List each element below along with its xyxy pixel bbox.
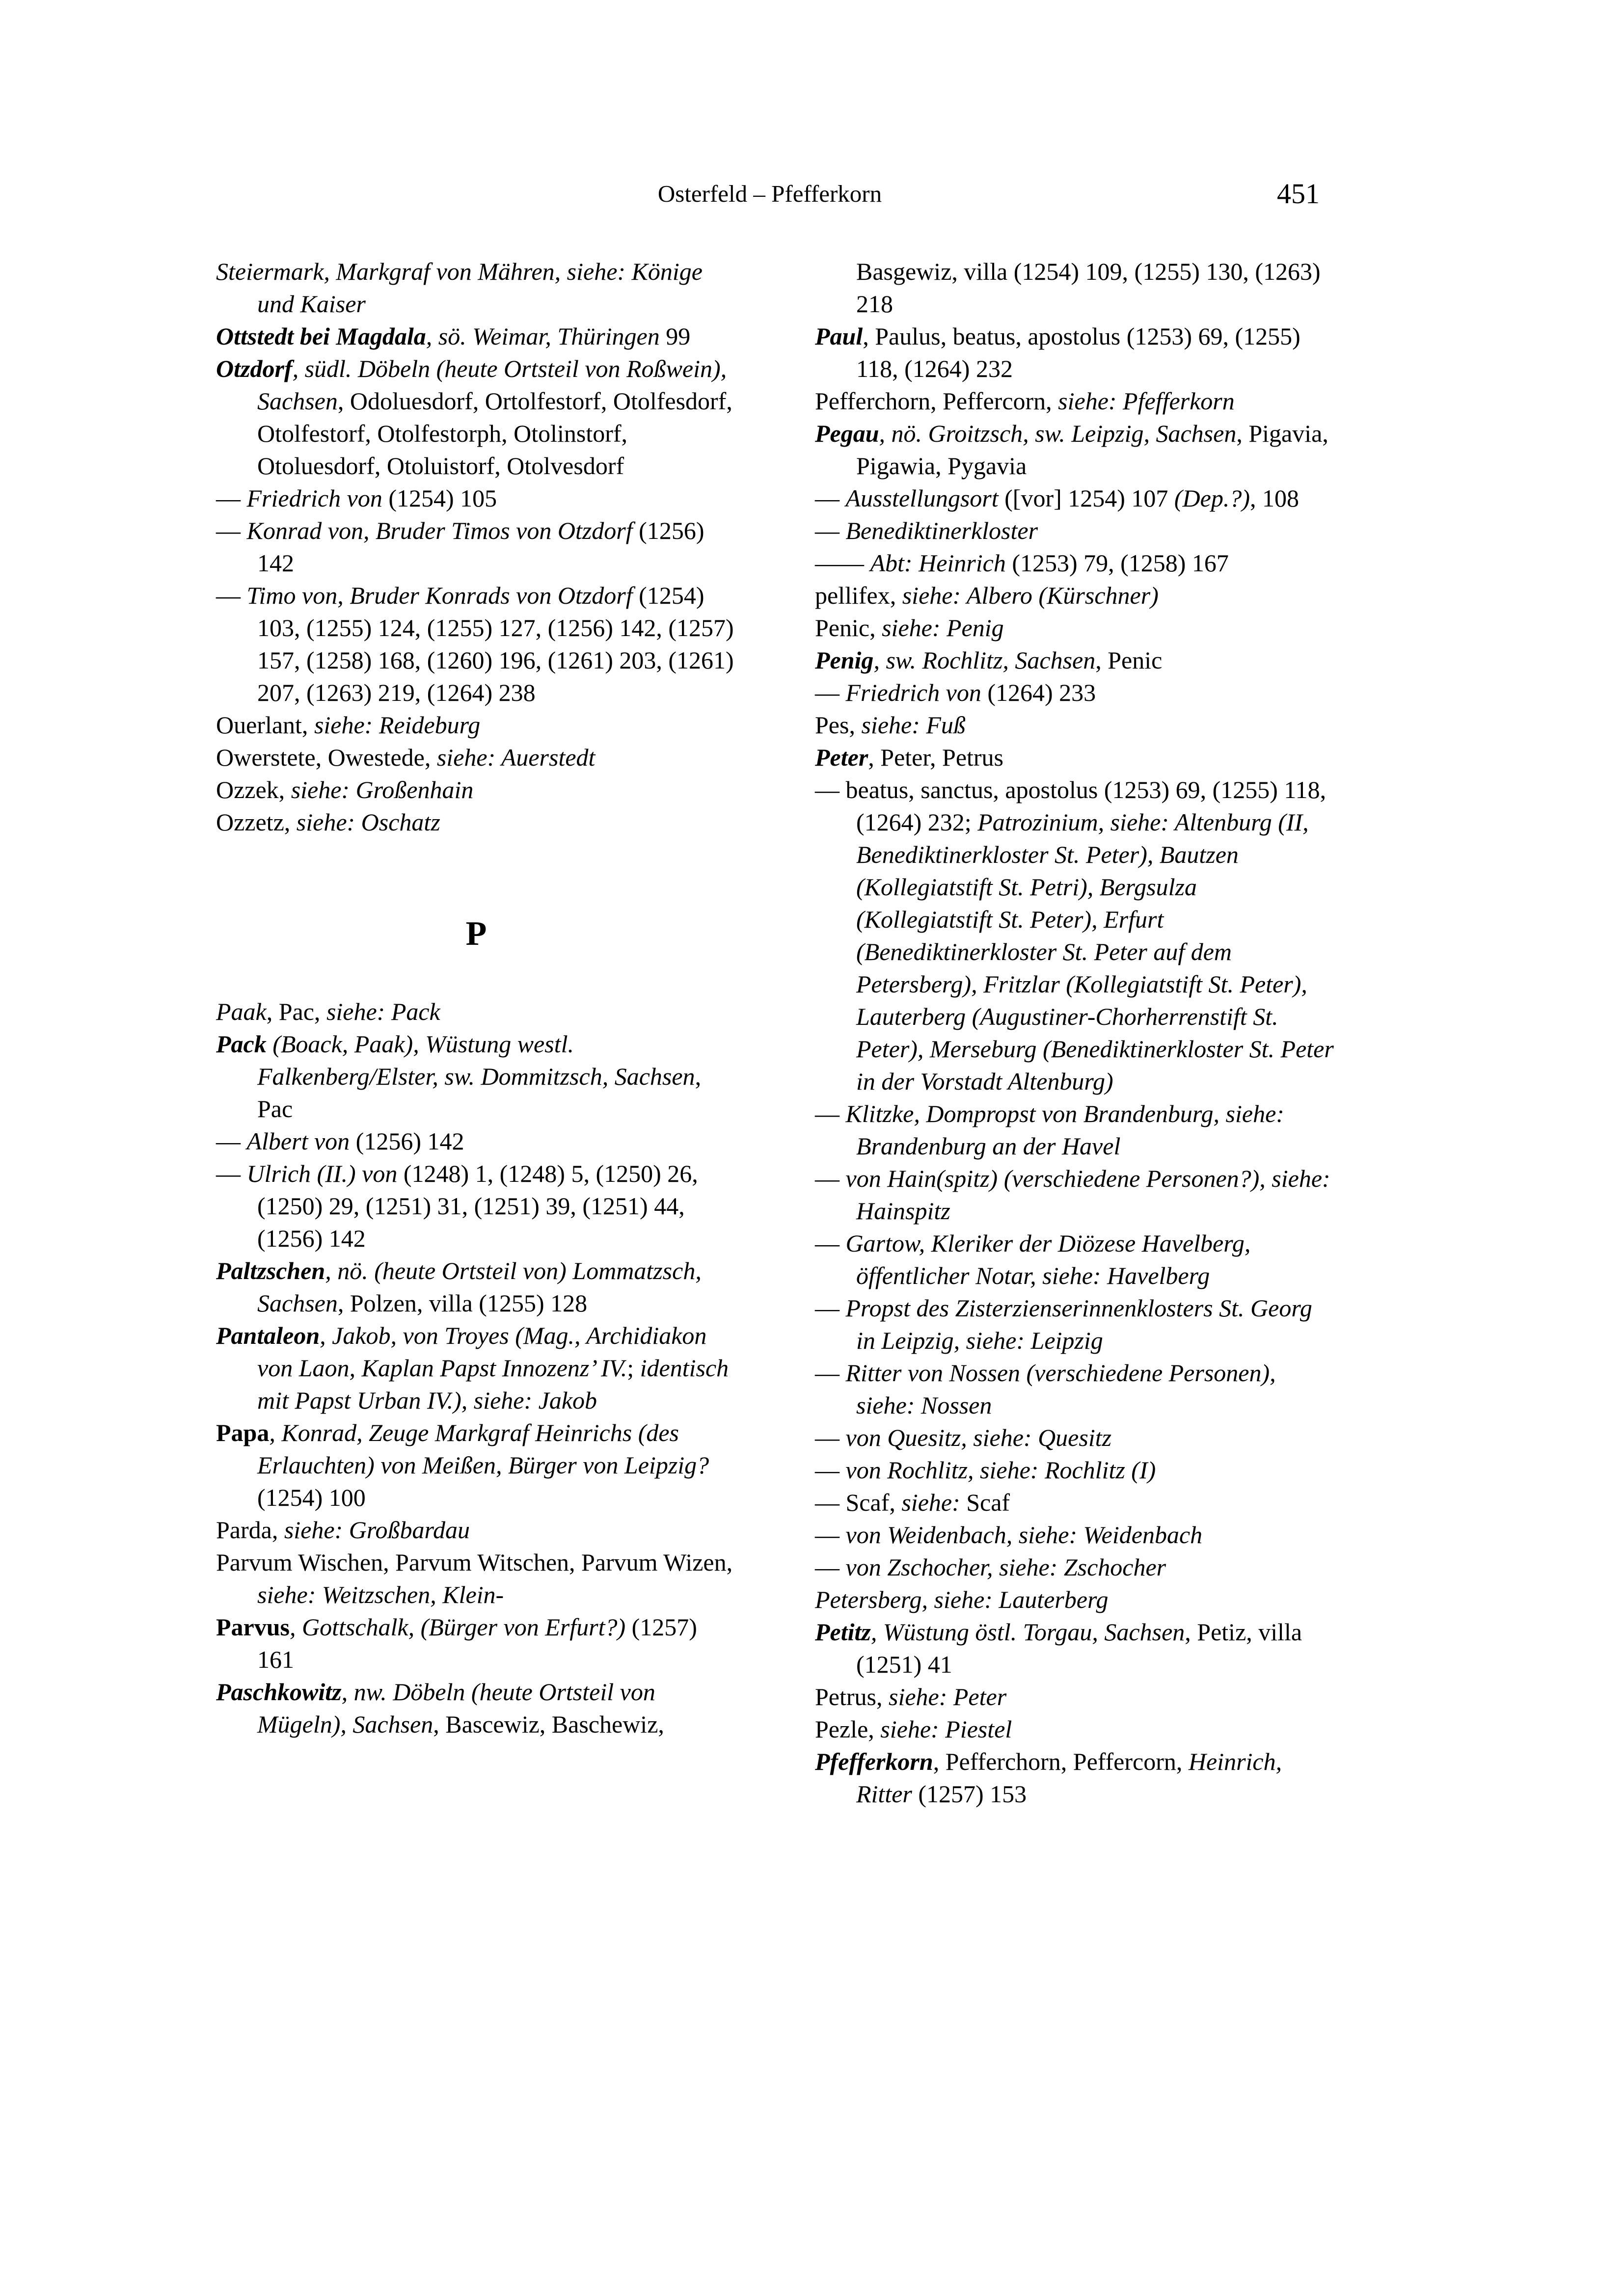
entry-segment: Petrus, [815,1683,889,1710]
index-entry [815,1616,1335,1681]
entry-segment: siehe: Großenhain [291,776,474,803]
entry-segment: Pfefferkorn [815,1748,933,1775]
entry-segment: — [216,517,247,544]
entry-segment: identisch mit Papst Urban IV.), siehe: Jakob [257,1354,735,1414]
entry-segment: (1256) 142 [355,1127,464,1155]
entry-segment: (1248) 1, (1248) 5, (1250) 26, (1250) 29, (1251) 31, (1251) 39, (1251) 44, (1256) 142 [257,1160,704,1252]
entry-segment: Friedrich von [845,679,988,706]
entry-segment: Paak [216,998,267,1025]
index-entry [815,547,1335,579]
index-entry [216,1611,736,1676]
entry-segment: , Jakob, von Troyes (Mag., Archidiakon von Laon, Kaplan Papst Innozenz’ IV. [257,1322,713,1382]
entry-segment: (1253) 79, (1258) 167 [1012,549,1229,577]
entry-segment: — [216,484,247,512]
entry-segment: — [815,1553,846,1581]
entry-segment: Klitzke, Dompropst von Brandenburg, siehe: Brandenburg an der Havel [845,1100,1291,1160]
entry-segment: Papa [216,1419,270,1446]
index-entry [216,1028,736,1125]
entry-segment: , sw. Rochlitz, Sachsen [873,646,1096,674]
entry-segment: siehe: Auerstedt [436,744,595,771]
index-entry [216,806,736,838]
index-entry [216,1255,736,1319]
entry-segment: , Pac [257,1063,707,1122]
right-entries [815,255,1340,1810]
entry-segment: — [216,1127,247,1155]
index-entry [216,514,736,579]
entry-segment: (1257) 153 [918,1780,1027,1808]
running-title: Osterfeld – Pfefferkorn [657,180,882,207]
entry-segment: , Pigavia, Pigawia, Pygavia [856,420,1335,480]
index-entry [815,709,1335,741]
entry-segment: ; [627,1354,640,1382]
index-entry [815,1486,1335,1519]
entry-segment: Pantaleon [216,1322,320,1349]
index-entry [815,1681,1335,1713]
entry-segment: siehe: Pack [326,998,440,1025]
entry-segment: (1257) 161 [257,1613,704,1673]
entry-segment: Pegau [815,420,879,447]
entry-segment: Ozzek, [216,776,291,803]
index-entry [216,482,736,514]
entry-segment: , Odoluesdorf, Ortolfestorf, Otolfesdorf, Otolfestorf, Otolfestorph, Otolinstorf, Otoluesdorf, Otoluistorf, Otolvesdorf [257,387,739,480]
entry-segment: Ouerlant, [216,711,314,739]
entry-segment: , Pefferchorn, Peffercorn, [933,1748,1189,1775]
entry-segment: Paul [815,322,863,350]
entry-segment: (1264) 233 [987,679,1096,706]
entry-segment: — [815,484,846,512]
entry-segment: , Polzen, villa (1255) 128 [337,1289,588,1317]
entry-segment: siehe: Peter [889,1683,1007,1710]
index-entry [815,1292,1335,1357]
entry-segment: siehe: Piestel [880,1715,1012,1743]
entry-segment: siehe: Fuß [861,711,966,739]
index-entry [815,514,1335,547]
index-entry [216,352,739,482]
index-entry [815,1421,1335,1454]
entry-segment: — [815,1100,846,1127]
index-entry [815,644,1335,676]
index-entry [216,1125,736,1157]
entry-segment: siehe: [901,1489,967,1516]
entry-segment: , südl. Döbeln (heute Ortsteil von Roßwein), Sachsen [257,355,733,415]
entry-segment: — [815,1294,846,1322]
entry-segment: — [216,1160,247,1187]
index-entry [815,1583,1335,1616]
index-entry [815,255,1335,320]
entry-segment: Owerstete, Owestede, [216,744,437,771]
entry-segment: von Zschocher, siehe: Zschocher [845,1553,1166,1581]
index-entry [216,1676,736,1740]
entry-segment: Timo von, Bruder Konrads von Otzdorf [246,582,639,609]
entry-segment: , nö. (heute Ortsteil von) Lommatzsch, Sachsen [257,1257,708,1317]
entry-segment: Benediktinerkloster [845,517,1038,544]
index-entry [815,579,1335,612]
page-number: 451 [1277,178,1320,210]
entry-segment: Pes, [815,711,862,739]
entry-segment: von Quesitz, siehe: Quesitz [845,1424,1112,1451]
index-entry [815,774,1340,1097]
index-entry [216,1546,739,1611]
index-entry [216,741,736,774]
index-entry [216,1416,736,1514]
running-header [0,177,1624,211]
index-entry [216,709,736,741]
index-entry [815,1713,1335,1745]
entry-segment: — [216,582,247,609]
entry-segment: Peter [815,744,868,771]
entry-segment: (1254) 105 [388,484,497,512]
entry-segment: — [815,517,846,544]
entry-segment: Propst des Zisterzienserinnenklosters St. Georg in Leipzig, siehe: Leipzig [845,1294,1319,1354]
entry-segment: Parvum Wischen, Parvum Witschen, Parvum Wizen, [216,1548,739,1576]
entry-segment: (1254) 103, (1255) 124, (1255) 127, (1256) 142, (1257) 157, (1258) 168, (1260) 196, (1261) 203, (1261) 207, (1263) 219, (1264) 238 [257,582,740,706]
index-entry [815,482,1335,514]
index-entry [815,385,1335,417]
entry-segment: Abt: Heinrich [870,549,1012,577]
entry-segment: (Boack, Paak), Wüstung westl. Falkenberg/Elster, sw. Dommitzsch, Sachsen [257,1030,695,1090]
entry-segment: siehe: Reideburg [314,711,481,739]
entry-segment: (1256) 142 [257,517,710,577]
index-entry [815,1745,1335,1810]
entry-segment: — [815,1521,846,1548]
entry-segment: Konrad von, Bruder Timos von Otzdorf [246,517,639,544]
index-entry [815,320,1335,385]
index-entry [815,417,1335,482]
entry-segment: — beatus, sanctus, apostolus (1253) 69, (1255) 118, (1264) 232; [815,776,1332,836]
left-column [216,255,740,1740]
entry-segment: — [815,1359,846,1387]
index-entry [815,1227,1335,1292]
entry-segment: siehe: Oschatz [296,808,440,836]
index-entry [216,1319,736,1416]
entry-segment: — [815,1165,846,1192]
entry-segment: , nw. Döbeln (heute Ortsteil von Mügeln), Sachsen [257,1678,662,1738]
entry-segment: Penig [815,646,874,674]
entry-segment: Albert von [246,1127,356,1155]
section-letter: P [465,915,487,953]
entry-segment: Ulrich (II.) von [246,1160,404,1187]
entry-segment: Pefferchorn, Peffercorn, [815,387,1058,415]
entry-segment: Petitz [815,1618,871,1646]
entry-segment: Friedrich von [246,484,389,512]
index-entry [815,1454,1335,1486]
index-entry [815,1357,1335,1421]
index-entry [216,774,736,806]
entry-segment: Parda, [216,1516,284,1544]
entry-segment: (1254) 100 [257,1484,366,1511]
entry-segment: Petersberg, siehe: Lauterberg [815,1586,1109,1613]
index-entry [815,1551,1335,1583]
entry-segment: , Penic [1095,646,1163,674]
entry-segment: — [815,1229,846,1257]
entry-segment: (Dep.?) [1174,484,1250,512]
entry-segment: , 108 [1250,484,1299,512]
entry-segment: — [815,1456,846,1484]
entry-segment: Steiermark, Markgraf von Mähren, siehe: Könige und Kaiser [216,258,709,318]
entry-segment: , Bascewiz, Baschewiz, [433,1710,664,1738]
entry-segment: Parvus [216,1613,290,1641]
entry-segment: Pack [216,1030,267,1058]
entry-segment: siehe: Weitzschen, Klein- [257,1581,504,1608]
entry-segment: Penic, [815,614,882,641]
entry-segment: Paschkowitz [216,1678,342,1706]
entry-segment: , sö. Weimar, Thüringen [426,322,666,350]
entry-segment: von Hain(spitz) (verschiedene Personen?), siehe: Hainspitz [845,1165,1337,1225]
index-entry [216,579,740,709]
index-entry [815,1162,1335,1227]
entry-segment: Heinrich, Ritter [856,1748,1288,1808]
entry-segment: Ottstedt bei Magdala [216,322,426,350]
entry-segment: Paltzschen [216,1257,325,1284]
entry-segment: siehe: Großbardau [284,1516,470,1544]
entry-segment: von Weidenbach, siehe: Weidenbach [845,1521,1203,1548]
left-entries-p [216,995,739,1740]
entry-segment: siehe: Pfefferkorn [1058,387,1235,415]
index-entry [216,1514,736,1546]
index-entry [216,320,736,352]
entry-segment: , Petiz, villa (1251) 41 [856,1618,1308,1678]
index-entry [815,1519,1335,1551]
entry-segment: ([vor] 1254) 107 [1004,484,1174,512]
entry-segment: Ritter von Nossen (verschiedene Personen), siehe: Nossen [845,1359,1282,1419]
entry-segment: — [815,679,846,706]
right-column [815,255,1340,1810]
index-entry [815,612,1335,644]
entry-segment: Gartow, Kleriker der Diözese Havelberg, öffentlicher Notar, siehe: Havelberg [845,1229,1257,1289]
entry-segment: , nö. Groitzsch, sw. Leipzig, Sachsen [879,420,1237,447]
index-entry [815,1097,1335,1162]
entry-segment: Ozzetz, [216,808,297,836]
entry-segment: , Paulus, beatus, apostolus (1253) 69, (1255) 118, (1264) 232 [856,322,1307,382]
index-entry [216,995,736,1028]
entry-segment: siehe: Albero (Kürschner) [902,582,1159,609]
entry-segment: 99 [666,322,691,350]
entry-segment: Scaf [966,1489,1010,1516]
entry-segment: pellifex, [815,582,902,609]
entry-segment: — [815,1424,846,1451]
entry-segment: Ausstellungsort [845,484,1005,512]
entry-segment: Basgewiz, villa (1254) 109, (1255) 130, (1263) 218 [856,258,1327,318]
index-entry [216,1157,736,1255]
entry-segment: , Gottschalk, (Bürger von Erfurt?) [290,1613,632,1641]
left-entries-o [216,255,740,838]
entry-segment: —— [815,549,870,577]
index-entry [216,255,736,320]
entry-segment: , Pac, [266,998,326,1025]
entry-segment: — Scaf, [815,1489,902,1516]
entry-segment: siehe: Penig [882,614,1004,641]
entry-segment: von Rochlitz, siehe: Rochlitz (I) [845,1456,1156,1484]
entry-segment: Patrozinium, siehe: Altenburg (II, Benediktinerkloster St. Peter), Bautzen (Kollegiatstift St. Petri), Bergsulza (Kollegiatstift St. Peter), Erfurt (Benediktinerkloster St. Peter auf dem Petersberg), Fritzlar (Kollegiatstift St. Peter), Lauterberg (Augustiner-Chorherrenstift St. Peter), Merseburg (Benediktinerkloster St. Peter in der Vorstadt Altenburg) [856,808,1340,1095]
index-entry [815,676,1335,709]
entry-segment: , Wüstung östl. Torgau, Sachsen [870,1618,1185,1646]
entry-segment: Pezle, [815,1715,881,1743]
entry-segment: Otzdorf [216,355,293,382]
entry-segment: , Konrad, Zeuge Markgraf Heinrichs (des Erlauchten) von Meißen, Bürger von Leipzig? [257,1419,715,1479]
entry-segment: , Peter, Petrus [868,744,1004,771]
index-entry [815,741,1335,774]
